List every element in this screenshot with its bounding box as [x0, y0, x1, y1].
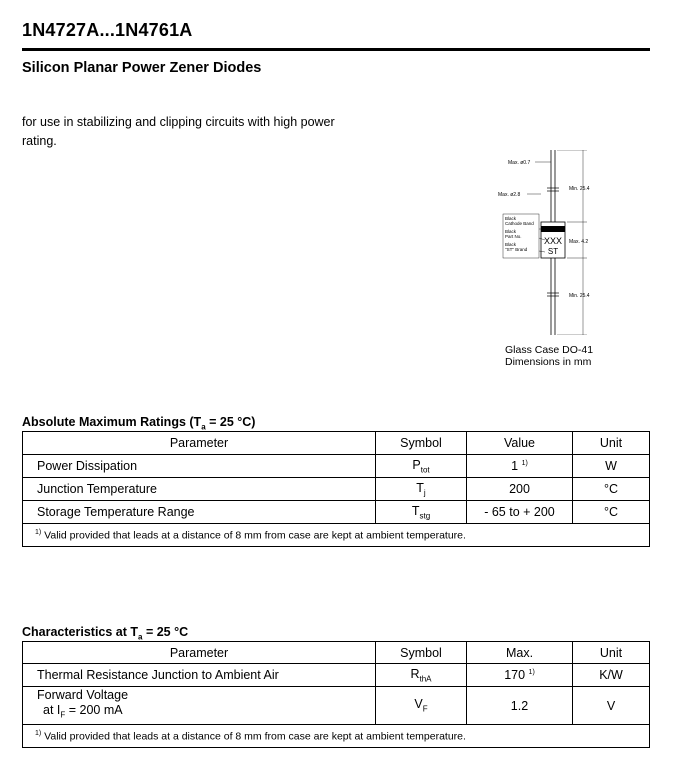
value-cell: 1.2	[467, 687, 573, 725]
table-header-row	[23, 642, 650, 664]
part-number-mark: XXX	[543, 236, 563, 246]
header-symbol: Symbol	[376, 642, 467, 664]
footnote: $^{1)}$ Valid provided that leads at a distance of 8 mm from case are kept at ambient temperature.	[23, 725, 650, 748]
symbol-cell: $P_{tot}$	[376, 455, 467, 478]
unit-cell: V	[573, 687, 650, 725]
ratings-title: Absolute Maximum Ratings ($T_a = 25$ °C)	[22, 415, 256, 432]
label-text: Part No.	[505, 234, 522, 239]
value-cell: 170 $^{1)}$	[467, 664, 573, 687]
package-caption-line-1: Glass Case DO-41	[505, 344, 594, 356]
cathode-band	[541, 226, 565, 232]
symbol-cell: $R_{thA}$	[376, 664, 467, 687]
body-length-dim: Max. 4.2	[569, 239, 589, 245]
body-diameter-dim: Max. ø2.8	[498, 192, 521, 198]
package-caption-line-2: Dimensions in mm	[505, 356, 592, 368]
symbol-cell: $V_F$	[376, 687, 467, 725]
param-cell: Thermal Resistance Junction to Ambient Air	[23, 664, 376, 687]
do41-package-diagram	[495, 150, 605, 335]
param-cell: Junction Temperature	[23, 478, 376, 501]
header-parameter: Parameter	[23, 432, 376, 455]
header-parameter: Parameter	[23, 642, 376, 664]
footnote-row	[23, 725, 650, 748]
ratings-table	[22, 431, 650, 547]
description-line-1: for use in stabilizing and clipping circuits with high power	[22, 115, 335, 129]
label-text: Black	[505, 242, 517, 247]
header-unit: Unit	[573, 642, 650, 664]
value-cell: 200	[467, 478, 573, 501]
characteristics-title: Characteristics at $T_a = 25$ °C	[22, 625, 189, 642]
table-header-row	[23, 432, 650, 455]
characteristics-table	[22, 641, 650, 748]
footnote: $^{1)}$ Valid provided that leads at a distance of 8 mm from case are kept at ambient temperature.	[23, 524, 650, 547]
table-row	[23, 478, 650, 501]
label-text: "ST" Brand	[505, 247, 528, 252]
unit-cell: K/W	[573, 664, 650, 687]
lead-diameter-dim: Max. ø0.7	[508, 160, 531, 166]
param-cell: Power Dissipation	[23, 455, 376, 478]
value-cell: - 65 to + 200	[467, 501, 573, 524]
param-cell: Forward Voltage at $I_F = 200$ mA	[23, 687, 376, 725]
document-title: 1N4727A...1N4761A	[22, 20, 193, 40]
description-line-2: rating.	[22, 134, 57, 148]
table-row	[23, 664, 650, 687]
top-lead-length-dim: Min. 25.4	[569, 186, 590, 192]
header-unit: Unit	[573, 432, 650, 455]
unit-cell: W	[573, 455, 650, 478]
description	[22, 113, 362, 151]
value-cell: 1 $^{1)}$	[467, 455, 573, 478]
unit-cell: °C	[573, 478, 650, 501]
table-row	[23, 687, 650, 725]
bottom-lead-length-dim: Min. 25.4	[569, 293, 590, 299]
table-row	[23, 455, 650, 478]
header-max: Max.	[467, 642, 573, 664]
table-row	[23, 501, 650, 524]
symbol-cell: $T_{stg}$	[376, 501, 467, 524]
package-caption	[505, 344, 593, 368]
label-text: Cathode Band	[505, 221, 534, 226]
unit-cell: °C	[573, 501, 650, 524]
brand-mark: ST	[547, 247, 559, 256]
param-cell: Storage Temperature Range	[23, 501, 376, 524]
symbol-cell: $T_j$	[376, 478, 467, 501]
title-rule	[22, 48, 650, 51]
footnote-row	[23, 524, 650, 547]
document-subtitle: Silicon Planar Power Zener Diodes	[22, 60, 262, 76]
label-text: Black	[505, 216, 517, 221]
header-symbol: Symbol	[376, 432, 467, 455]
label-text: Black	[505, 229, 517, 234]
header-value: Value	[467, 432, 573, 455]
